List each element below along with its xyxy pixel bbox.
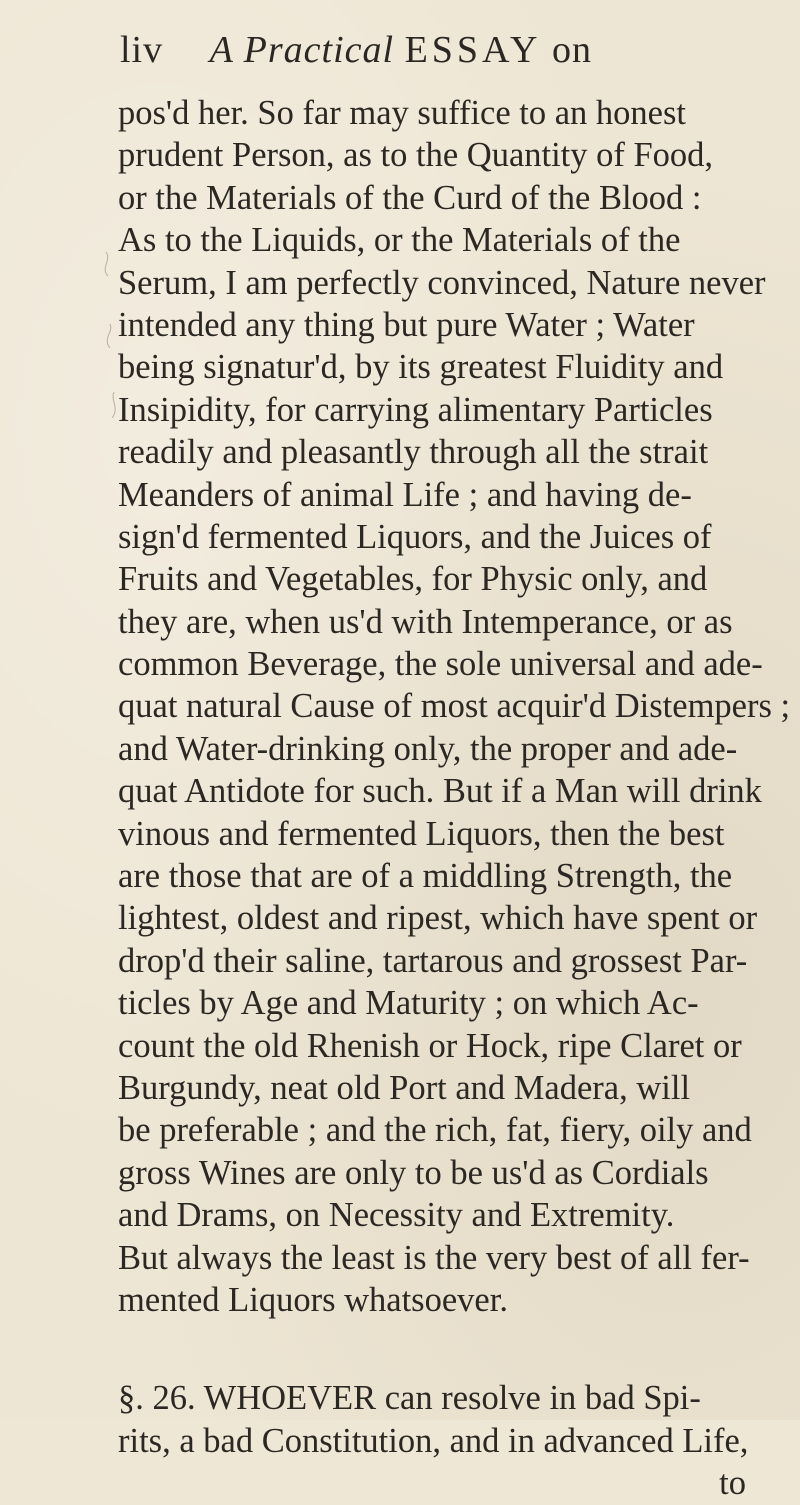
text-line: quat Antidote for such. But if a Man will drink — [118, 772, 762, 811]
page-number: liv — [120, 29, 164, 71]
text-line: be preferable ; and the rich, fat, fiery, oily and — [118, 1111, 752, 1150]
text-line: intended any thing but pure Water ; Water — [118, 305, 695, 344]
text-line: and Drams, on Necessity and Extremity. — [118, 1196, 675, 1235]
header-title-italic: A Practical — [209, 29, 395, 71]
body-text — [118, 92, 798, 1505]
text-line: they are, when us'd with Intemperance, or as — [118, 602, 733, 641]
text-line: As to the Liquids, or the Materials of the — [118, 221, 681, 260]
text-line: sign'd fermented Liquors, and the Juices of — [118, 517, 712, 556]
text-line: are those that are of a middling Strength, the — [118, 857, 733, 896]
header-title-tail: on — [551, 29, 592, 71]
text-line: common Beverage, the sole universal and ade- — [118, 645, 763, 684]
text-line: drop'd their saline, tartarous and grossest Par- — [118, 941, 748, 980]
text-line: gross Wines are only to be us'd as Cordials — [118, 1153, 709, 1192]
text-line: Serum, I am perfectly convinced, Nature never — [118, 263, 766, 302]
text-line: Meanders of animal Life ; and having de- — [118, 475, 692, 514]
text-line: mented Liquors whatsoever. — [118, 1280, 508, 1319]
text-line: ticles by Age and Maturity ; on which Ac- — [118, 984, 699, 1023]
text-line: quat natural Cause of most acquir'd Distempers ; — [118, 687, 791, 726]
text-line: prudent Person, as to the Quantity of Food, — [118, 136, 714, 175]
text-line: But always the least is the very best of all fer- — [118, 1238, 750, 1277]
header-title-caps: ESSAY — [404, 29, 542, 71]
running-header — [120, 28, 592, 72]
text-line: vinous and fermented Liquors, then the best — [118, 814, 725, 853]
text-line: or the Materials of the Curd of the Blood : — [118, 178, 702, 217]
paragraph-gap — [118, 1321, 798, 1377]
text-line: Insipidity, for carrying alimentary Particles — [118, 390, 713, 429]
text-line: and Water-drinking only, the proper and ade- — [118, 729, 738, 768]
section-line: §. 26. WHOEVER can resolve in bad Spi- — [118, 1379, 701, 1418]
catchword: to — [719, 1464, 746, 1503]
text-line: Burgundy, neat old Port and Madera, will — [118, 1068, 691, 1107]
text-line: being signatur'd, by its greatest Fluidity and — [118, 348, 724, 387]
text-line: pos'd her. So far may suffice to an honest — [118, 94, 687, 132]
text-line: readily and pleasantly through all the strait — [118, 433, 709, 472]
section-line: rits, a bad Constitution, and in advanced Life, — [118, 1421, 749, 1460]
text-line: count the old Rhenish or Hock, ripe Claret or — [118, 1026, 742, 1065]
text-line: lightest, oldest and ripest, which have spent or — [118, 899, 758, 938]
text-line: Fruits and Vegetables, for Physic only, and — [118, 560, 708, 599]
